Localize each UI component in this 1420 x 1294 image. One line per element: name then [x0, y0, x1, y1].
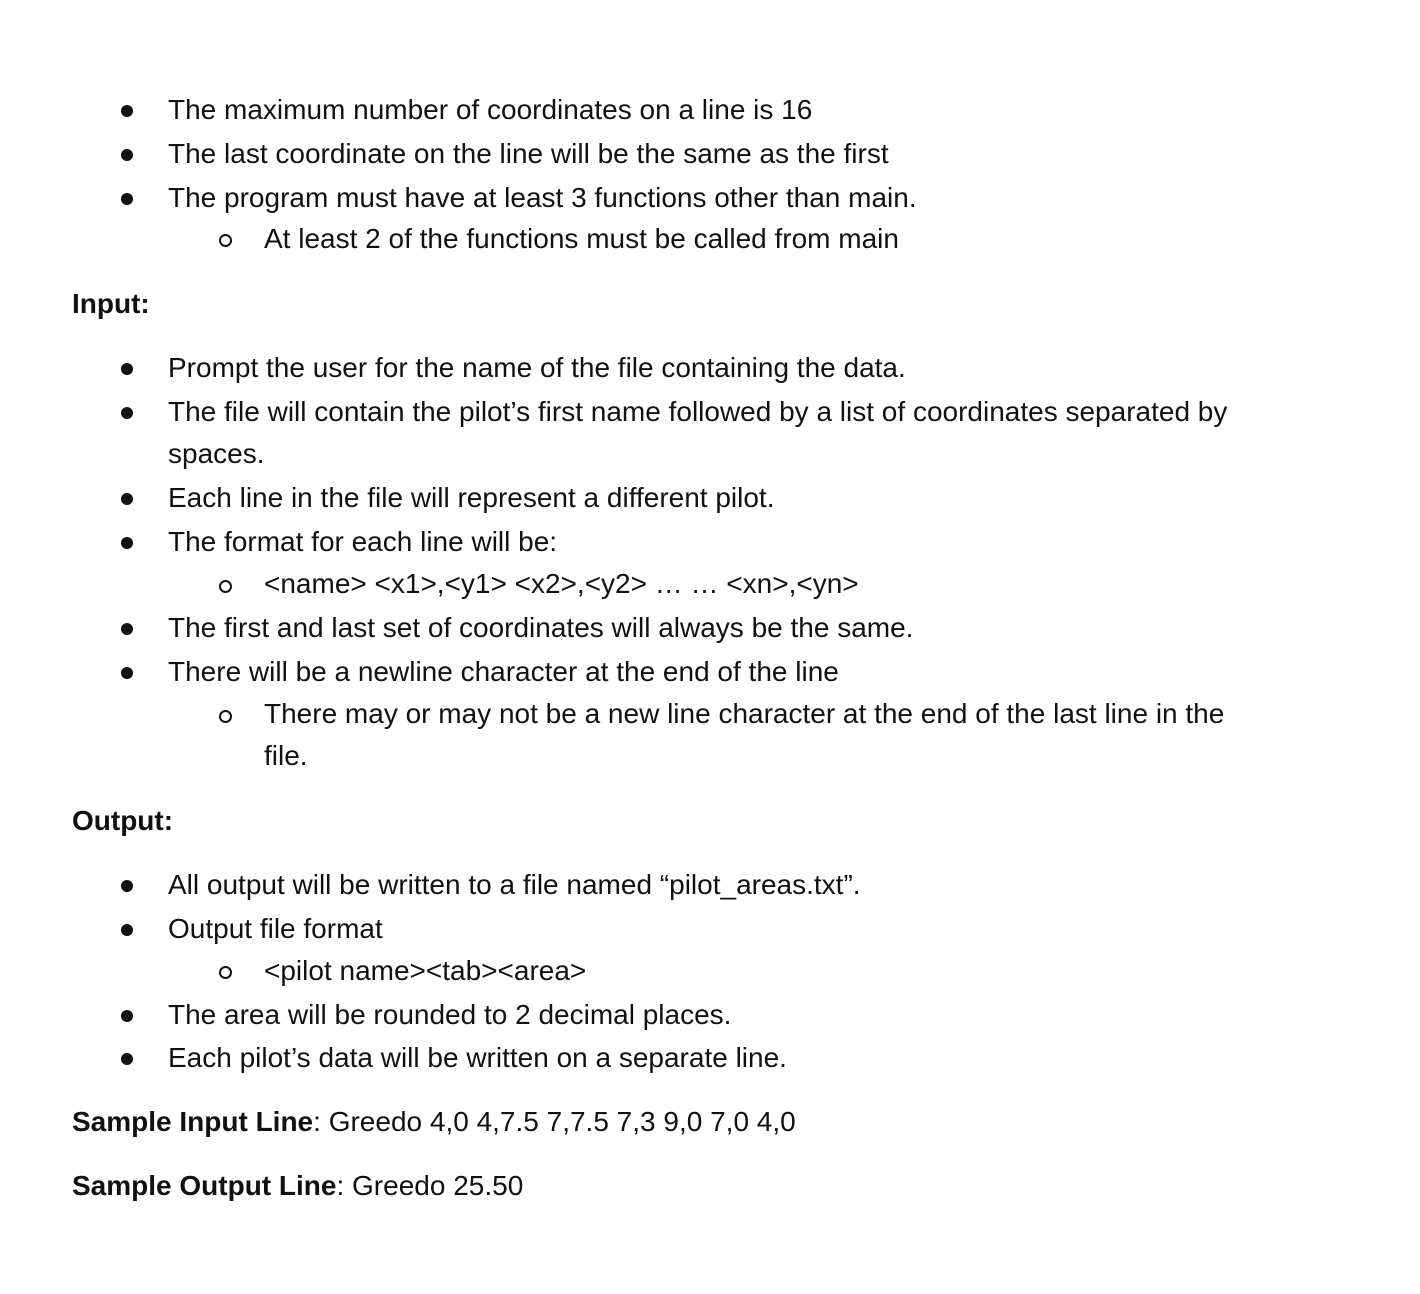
list-item: The maximum number of coordinates on a line is 16: [168, 94, 813, 125]
list-item: The first and last set of coordinates will always be the same.: [168, 612, 914, 643]
input-heading: Input:: [72, 288, 150, 319]
bullet-icon: [121, 105, 133, 117]
list-item: Prompt the user for the name of the file containing the data.: [168, 352, 906, 383]
sub-bullet-icon: [219, 966, 232, 979]
sub-bullet-icon: [219, 710, 232, 723]
sub-list-item: <pilot name><tab><area>: [264, 955, 587, 986]
list-item: Each line in the file will represent a different pilot.: [168, 482, 775, 513]
sample-output-label: Sample Output Line: [72, 1170, 337, 1201]
bullet-icon: [121, 407, 133, 419]
sample-input-value: : Greedo 4,0 4,7.5 7,7.5 7,3 9,0 7,0 4,0: [313, 1106, 796, 1137]
sub-bullet-icon: [219, 234, 232, 247]
bullet-icon: [121, 537, 133, 549]
list-item: The format for each line will be:: [168, 526, 558, 557]
list-item: The area will be rounded to 2 decimal places.: [168, 999, 732, 1030]
sample-output-value: : Greedo 25.50: [336, 1170, 524, 1201]
list-item: The program must have at least 3 functions other than main.: [168, 182, 917, 213]
bullet-icon: [121, 924, 133, 936]
sub-list-item: <name> <x1>,<y1> <x2>,<y2> … … <xn>,<yn>: [264, 568, 859, 599]
list-item: Each pilot’s data will be written on a separate line.: [168, 1042, 787, 1073]
list-item: There will be a newline character at the end of the line: [168, 656, 839, 687]
list-item: The last coordinate on the line will be the same as the first: [168, 138, 889, 169]
bullet-icon: [121, 1053, 133, 1065]
list-item: Output file format: [168, 913, 383, 944]
output-heading: Output:: [72, 805, 174, 836]
bullet-icon: [121, 493, 133, 505]
list-item: All output will be written to a file named “pilot_areas.txt”.: [168, 869, 861, 900]
bullet-icon: [121, 149, 133, 161]
sub-list-item-continuation: file.: [264, 740, 308, 771]
bullet-icon: [121, 667, 133, 679]
bullet-icon: [121, 1010, 133, 1022]
bullet-icon: [121, 193, 133, 205]
sample-output-line: [72, 1169, 523, 1203]
sample-input-label: Sample Input Line: [72, 1106, 314, 1137]
bullet-icon: [121, 880, 133, 892]
sub-bullet-icon: [219, 580, 232, 593]
sub-list-item: There may or may not be a new line character at the end of the last line in the: [264, 698, 1225, 729]
bullet-icon: [121, 363, 133, 375]
sub-list-item: At least 2 of the functions must be called from main: [264, 223, 899, 254]
list-item: The file will contain the pilot’s first name followed by a list of coordinates separated by: [168, 396, 1228, 427]
bullet-icon: [121, 623, 133, 635]
list-item-continuation: spaces.: [168, 438, 265, 469]
sample-input-line: [72, 1105, 796, 1139]
